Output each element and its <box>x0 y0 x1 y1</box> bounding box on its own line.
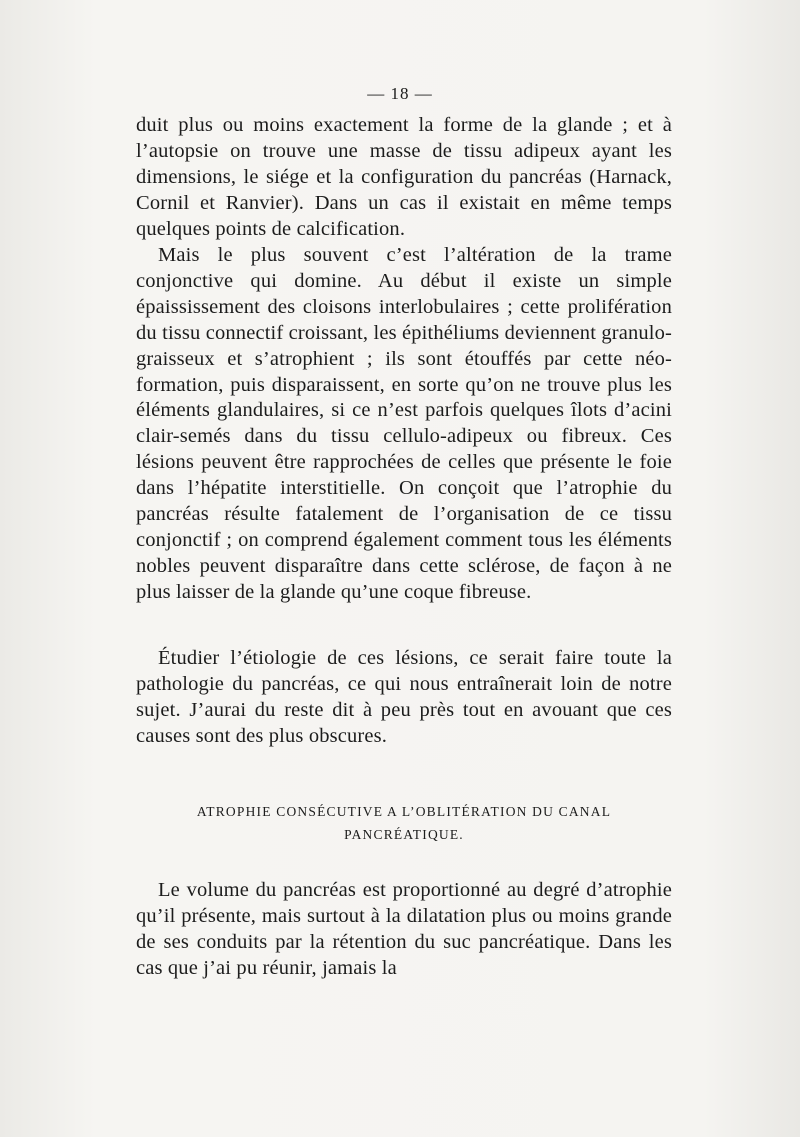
section-heading-line-2: PANCRÉATIQUE. <box>344 827 464 842</box>
paragraph-1: duit plus ou moins exactement la forme de la glande ; et à l’autopsie on trouve une masse de tissu adipeux ayant les dimensions, le siége et la configuration du pancréas (Harnack, Cornil et Ranvier). Dans un cas il existait en même temps quelques points de calcification. <box>136 114 672 240</box>
section-heading-line-1: ATROPHIE CONSÉCUTIVE A L’OBLITÉRATION DU CANAL <box>196 804 612 819</box>
paragraph-4: Le volume du pancréas est proportionné au degré d’atrophie qu’il présente, mais surtout à la dilatation plus ou moins grande de ses conduits par la rétention du suc pancréatique. Dans les cas que j’ai pu réunir, jamais la <box>136 879 672 979</box>
section-heading <box>136 800 672 846</box>
paragraph-2: Mais le plus souvent c’est l’altération de la trame conjonctive qui domine. Au début il existe un simple épaississement des cloisons interlobulaires ; cette prolifération du tissu connectif croissant, les épithéliums deviennent granulo-graisseux et s’atrophient ; ils sont étouffés par cette néo-formation, puis disparaissent, en sorte qu’on ne trouve plus les éléments glandulaires, si ce n’est parfois quelques îlots d’acini clair-semés dans du tissu cellulo-adipeux ou fibreux. Ces lésions peuvent être rapprochées de celles que présente le foie dans l’hépatite interstitielle. On conçoit que l’atrophie du pancréas résulte fatalement de l’organisation de ce tissu conjonctif ; on comprend également comment tous les éléments nobles peuvent disparaître dans cette sclérose, de façon à ne plus laisser de la glande qu’une coque fibreuse. <box>136 244 672 603</box>
page-number: — 18 — <box>367 84 433 103</box>
paragraph-3: Étudier l’étiologie de ces lésions, ce serait faire toute la pathologie du pancréas, ce qui nous entraînerait loin de notre sujet. J’aurai du reste dit à peu près tout en avouant que ces causes sont des plus obscures. <box>136 647 672 747</box>
